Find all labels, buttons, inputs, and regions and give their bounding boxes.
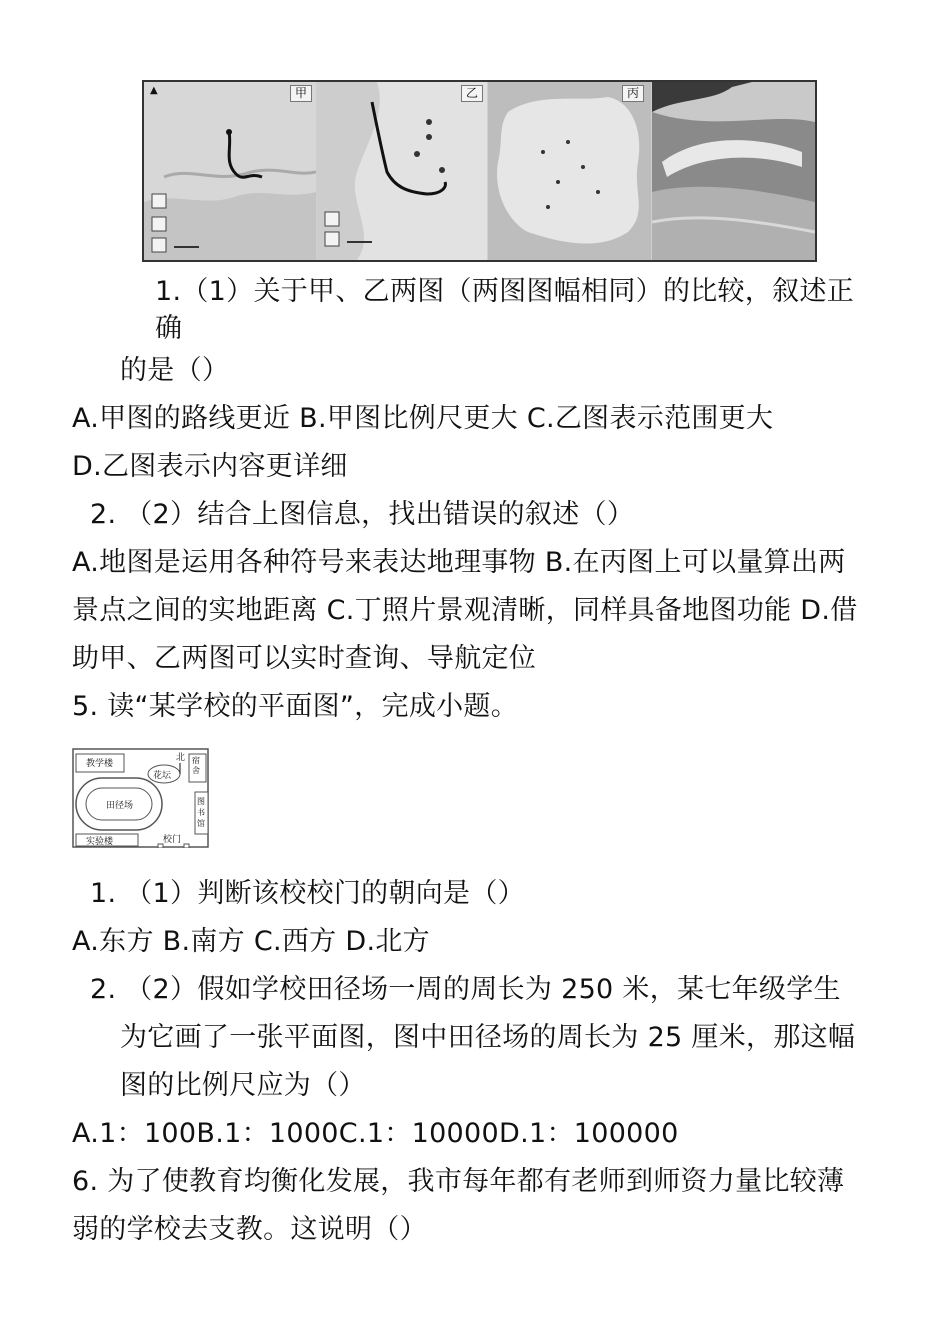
panel-label-yi: 乙 — [461, 85, 483, 102]
plan-label-teaching-building: 教学楼 — [86, 759, 114, 769]
q4-sub1-options-line1: A.甲图的路线更近 B.甲图比例尺更大 C.乙图表示范围更大 — [72, 403, 774, 434]
q5-stem: 5. 读“某学校的平面图”，完成小题。 — [72, 691, 519, 722]
q5-sub1-options: A.东方 B.南方 C.西方 D.北方 — [72, 926, 430, 957]
map-figure-strip — [142, 80, 817, 262]
q4-sub2-options-line2: 景点之间的实地距离 C.丁照片景观清晰，同样具备地图功能 D.借 — [72, 595, 858, 626]
photo-ding-drawing — [652, 82, 815, 260]
map-panel-yi — [317, 82, 487, 260]
q4-sub2-options-line1: A.地图是运用各种符号来表达地理事物 B.在丙图上可以量算出两 — [72, 547, 846, 578]
q4-sub1-line3: 的是（） — [120, 355, 230, 386]
plan-label-track-field: 田径场 — [106, 801, 134, 811]
plan-label-lab-building: 实验楼 — [86, 837, 114, 847]
q4-sub1-options-line2: D.乙图表示内容更详细 — [72, 451, 348, 482]
plan-label-gate: 校门 — [163, 835, 182, 845]
q4-sub1-line1: 1.（1）关于甲、乙两图（两图图幅相同）的比较，叙述正 — [155, 276, 855, 307]
panel-label-jia: 甲 — [290, 85, 312, 102]
q6-line2: 弱的学校去支教。这说明（） — [72, 1214, 427, 1245]
q4-sub2-line1: 2. （2）结合上图信息，找出错误的叙述（） — [90, 499, 635, 530]
q4-sub2-options-line3: 助甲、乙两图可以实时查询、导航定位 — [72, 643, 537, 674]
q4-sub1-line2: 确 — [155, 313, 183, 344]
q5-sub2-line1: 2. （2）假如学校田径场一周的周长为 250 米，某七年级学生 — [90, 974, 841, 1005]
q5-sub1-line1: 1. （1）判断该校校门的朝向是（） — [90, 878, 525, 909]
plan-label-library: 图书馆 — [197, 797, 205, 828]
panel-label-bing: 丙 — [622, 85, 644, 102]
q5-sub2-line2: 为它画了一张平面图，图中田径场的周长为 25 厘米，那这幅 — [120, 1022, 856, 1053]
map-yi-drawing — [317, 82, 487, 260]
map-jia-drawing — [144, 82, 316, 260]
school-plan-figure — [72, 748, 209, 848]
plan-label-dorm: 宿舍 — [192, 756, 200, 775]
plan-label-north: 北 — [176, 750, 185, 763]
north-arrow-icon: ▲ — [150, 85, 158, 96]
photo-panel-ding — [652, 82, 815, 260]
q6-line1: 6. 为了使教育均衡化发展，我市每年都有老师到师资力量比较薄 — [72, 1166, 845, 1197]
map-panel-jia — [144, 82, 316, 260]
q5-sub2-options: A.1：100B.1：1000C.1：10000D.1：100000 — [72, 1118, 679, 1149]
map-bing-drawing — [488, 82, 651, 260]
map-panel-bing — [488, 82, 651, 260]
plan-label-flower-bed: 花坛 — [153, 771, 172, 781]
q5-sub2-line3: 图的比例尺应为（） — [120, 1070, 366, 1101]
